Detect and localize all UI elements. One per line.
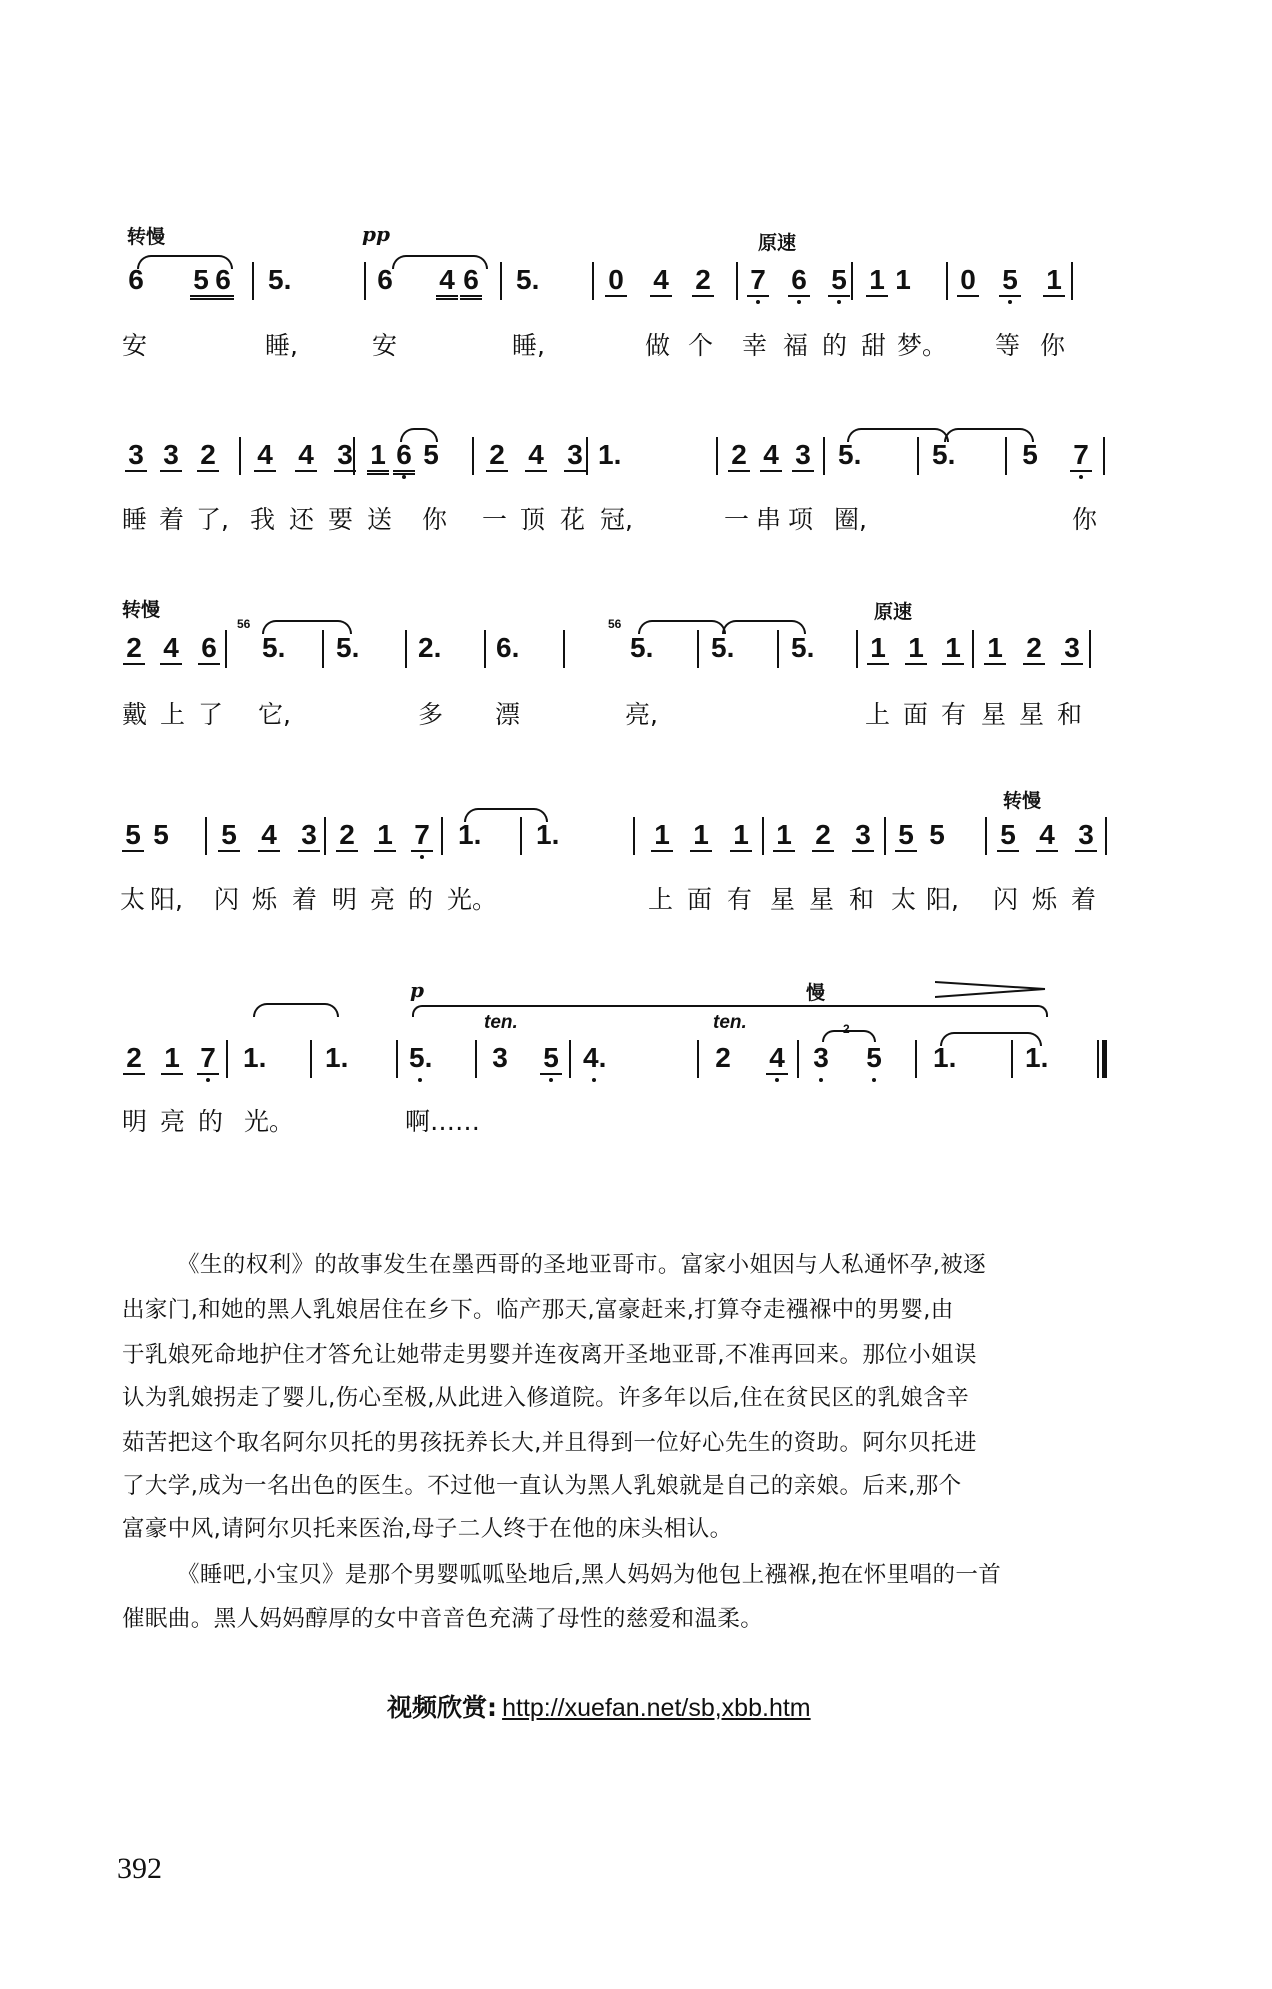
- note: 1: [367, 440, 389, 475]
- barline: [520, 817, 522, 855]
- lyric: 我: [250, 505, 276, 534]
- note: 6: [198, 633, 220, 665]
- note: 2: [728, 440, 750, 472]
- note: 1: [984, 633, 1006, 665]
- note: 6.: [496, 632, 520, 663]
- lyric: 它,: [258, 700, 291, 729]
- note: 4: [160, 633, 182, 665]
- note: 0: [605, 265, 627, 297]
- lyric: 的: [408, 885, 434, 914]
- grace-note: 56: [608, 617, 622, 631]
- note: 1: [866, 265, 888, 297]
- note: 6: [788, 265, 810, 297]
- lyric: 星: [981, 700, 1007, 729]
- lyric: 着: [1071, 885, 1097, 914]
- lyric: 多: [418, 700, 444, 729]
- note: 3: [160, 440, 182, 472]
- lyric: 光。: [447, 885, 498, 914]
- barline: [441, 817, 443, 855]
- lyric: 要: [328, 505, 354, 534]
- note: 5.: [268, 264, 292, 295]
- note: 7: [747, 265, 769, 297]
- paragraph-line: 催眠曲。黑人妈妈醇厚的女中音音色充满了母性的慈爱和温柔。: [122, 1606, 764, 1632]
- lyric: 戴: [122, 700, 148, 729]
- note: 1: [690, 820, 712, 852]
- barline: [851, 262, 853, 300]
- tempo-mark-original: 原速: [874, 601, 913, 623]
- lyric: 阳,: [150, 885, 183, 914]
- note: 1: [867, 633, 889, 665]
- lyric: 一: [482, 505, 508, 534]
- note: 6: [393, 440, 415, 475]
- note: 1.: [536, 819, 560, 850]
- lyric: 亮: [160, 1107, 186, 1136]
- note: 4: [760, 440, 782, 472]
- note: 5: [540, 1043, 562, 1075]
- paragraph-line: 富豪中风,请阿尔贝托来医治,母子二人终于在他的床头相认。: [122, 1516, 733, 1542]
- note: 3: [298, 820, 320, 852]
- lyric: 的: [198, 1107, 224, 1136]
- lyric: 幸: [742, 331, 768, 360]
- lyric: 圈,: [834, 505, 867, 534]
- lyric: 亮: [370, 885, 396, 914]
- note: 5: [929, 819, 945, 850]
- note: 4: [766, 1043, 788, 1075]
- note: 3: [564, 440, 586, 472]
- note: 5: [828, 265, 850, 297]
- barline: [777, 630, 779, 668]
- note: 5: [997, 820, 1019, 852]
- barline: [1071, 262, 1073, 300]
- decrescendo-icon: [935, 980, 1047, 1000]
- note: 1.: [458, 819, 482, 850]
- note: 0: [957, 265, 979, 297]
- tuplet-number: 2: [843, 1022, 850, 1036]
- note: 5: [122, 820, 144, 852]
- lyric: 项: [788, 505, 814, 534]
- note: 2.: [418, 632, 442, 663]
- lyric: 和: [849, 885, 875, 914]
- barline: [985, 817, 987, 855]
- tempo-mark-original: 原速: [758, 232, 797, 254]
- note: 1: [161, 1043, 183, 1075]
- lyric: 甜: [861, 331, 887, 360]
- barline: [484, 630, 486, 668]
- tenuto-mark: ten.: [713, 1012, 747, 1033]
- barline: [226, 1040, 228, 1078]
- lyric: 安: [122, 331, 148, 360]
- lyric: 光。: [244, 1107, 295, 1136]
- note: 6: [212, 265, 234, 300]
- barline: [915, 1040, 917, 1078]
- note: 3: [1061, 633, 1083, 665]
- note: 3: [810, 1043, 832, 1073]
- barline: [917, 437, 919, 475]
- barline: [797, 1040, 799, 1078]
- barline: [586, 437, 588, 475]
- lyric: 闪: [993, 885, 1019, 914]
- barline: [396, 1040, 398, 1078]
- paragraph-line: 《生的权利》的故事发生在墨西哥的圣地亚哥市。富家小姐因与人私通怀孕,被逐: [177, 1252, 987, 1278]
- note: 1.: [243, 1042, 267, 1073]
- barline: [569, 1040, 571, 1078]
- barline: [736, 262, 738, 300]
- final-barline-thin: [1097, 1040, 1099, 1078]
- note: 3: [852, 820, 874, 852]
- slur: [253, 1003, 339, 1017]
- barline: [823, 437, 825, 475]
- paragraph-line: 认为乳娘拐走了婴儿,伤心至极,从此进入修道院。许多年以后,住在贫民区的乳娘含辛: [122, 1385, 970, 1411]
- note: 2: [123, 1043, 145, 1075]
- note: 5.: [409, 1043, 439, 1073]
- note: 5.: [711, 632, 735, 663]
- barline: [633, 817, 635, 855]
- final-barline-thick: [1102, 1040, 1107, 1078]
- lyric: 睡: [122, 505, 148, 534]
- note: 5: [895, 820, 917, 852]
- lyric: 你: [1072, 505, 1098, 534]
- barline: [697, 630, 699, 668]
- note: 5.: [516, 264, 540, 295]
- note: 1.: [598, 439, 622, 470]
- barline: [364, 262, 366, 300]
- barline: [972, 630, 974, 668]
- note: 5: [999, 265, 1021, 297]
- lyric: 啊……: [405, 1107, 481, 1136]
- lyric: 明: [332, 885, 358, 914]
- note: 4: [254, 440, 276, 472]
- note: 5.: [838, 439, 862, 470]
- barline: [716, 437, 718, 475]
- barline: [697, 1040, 699, 1078]
- lyric: 漂: [495, 700, 521, 729]
- note: 3: [1075, 820, 1097, 852]
- note: 2: [336, 820, 358, 852]
- paragraph-line: 出家门,和她的黑人乳娘居住在乡下。临产那天,富豪赶来,打算夺走襁褓中的男婴,由: [122, 1297, 954, 1323]
- paragraph-line: 于乳娘死命地护住才答允让她带走男婴并连夜离开圣地亚哥,不准再回来。那位小姐误: [122, 1342, 977, 1368]
- barline: [1011, 1040, 1013, 1078]
- note: 7: [197, 1043, 219, 1075]
- video-link-row: [387, 1688, 811, 1724]
- dynamic-p: p: [410, 978, 424, 1002]
- note: 3: [125, 440, 147, 472]
- lyric: 做: [645, 331, 671, 360]
- lyric: 上: [160, 700, 186, 729]
- note: 2: [692, 265, 714, 297]
- barline: [472, 437, 474, 475]
- barline: [1005, 437, 1007, 475]
- barline: [946, 262, 948, 300]
- note: 4: [650, 265, 672, 297]
- note: 4.: [583, 1043, 613, 1073]
- lyric: 你: [422, 505, 448, 534]
- lyric: 个: [688, 331, 714, 360]
- note: 1: [374, 820, 396, 852]
- barline: [405, 630, 407, 668]
- lyric: 福: [783, 331, 809, 360]
- lyric: 烁: [252, 885, 278, 914]
- note: 2: [715, 1042, 731, 1073]
- note: 5.: [336, 632, 360, 663]
- barline: [310, 1040, 312, 1078]
- barline: [856, 630, 858, 668]
- note: 2: [123, 633, 145, 665]
- lyric: 等: [995, 331, 1021, 360]
- barline: [1105, 817, 1107, 855]
- lyric: 安: [372, 331, 398, 360]
- barline: [762, 817, 764, 855]
- lyric: 梦。: [897, 331, 948, 360]
- lyric: 明: [122, 1107, 148, 1136]
- lyric: 你: [1040, 331, 1066, 360]
- note: 2: [812, 820, 834, 852]
- note: 1.: [933, 1042, 957, 1073]
- video-link[interactable]: http://xuefan.net/sb,xbb.htm: [502, 1694, 811, 1722]
- barline: [353, 437, 355, 475]
- lyric: 星: [770, 885, 796, 914]
- note: 5: [218, 820, 240, 852]
- lyric: 太: [891, 885, 917, 914]
- dynamic-pp: pp: [362, 222, 390, 246]
- lyric: 和: [1057, 700, 1083, 729]
- barline: [225, 630, 227, 668]
- note: 1.: [1025, 1042, 1049, 1073]
- lyric: 有: [727, 885, 753, 914]
- note: 3: [792, 440, 814, 472]
- note: 5: [423, 439, 439, 470]
- note: 5.: [262, 632, 286, 663]
- lyric: 一: [724, 505, 750, 534]
- lyric: 睡,: [512, 331, 545, 360]
- barline: [322, 630, 324, 668]
- note: 6: [460, 265, 482, 300]
- lyric: 星: [1019, 700, 1045, 729]
- tempo-mark-slower: 转慢: [122, 599, 161, 621]
- note: 1: [895, 264, 911, 295]
- tempo-mark-slow: 慢: [806, 982, 826, 1004]
- note: 6: [128, 264, 144, 295]
- barline: [475, 1040, 477, 1078]
- lyric: 着: [159, 505, 185, 534]
- note: 3: [334, 440, 356, 472]
- note: 1: [942, 633, 964, 665]
- paragraph-line: 《睡吧,小宝贝》是那个男婴呱呱坠地后,黑人妈妈为他包上襁褓,抱在怀里唱的一首: [177, 1562, 1002, 1588]
- note: 2: [486, 440, 508, 472]
- lyric: 上: [648, 885, 674, 914]
- note: 1: [1043, 265, 1065, 297]
- lyric: 面: [903, 700, 929, 729]
- tempo-mark-slower: 转慢: [127, 226, 166, 248]
- note: 1: [651, 820, 673, 852]
- barline: [592, 262, 594, 300]
- lyric: 星: [809, 885, 835, 914]
- note: 1.: [325, 1042, 349, 1073]
- note: 7: [1070, 440, 1092, 472]
- lyric: 着: [292, 885, 318, 914]
- barline: [563, 630, 565, 668]
- lyric: 了,: [196, 505, 229, 534]
- lyric: 还: [289, 505, 315, 534]
- barline: [205, 817, 207, 855]
- note: 4: [436, 265, 458, 300]
- video-label: 视频欣赏:: [387, 1693, 497, 1722]
- lyric: 睡,: [265, 331, 298, 360]
- note: 5.: [932, 439, 956, 470]
- note: 7: [411, 820, 433, 852]
- lyric: 了: [198, 700, 224, 729]
- note: 1: [730, 820, 752, 852]
- note: 5: [1022, 439, 1038, 470]
- barline: [252, 262, 254, 300]
- note: 6: [377, 264, 393, 295]
- barline: [239, 437, 241, 475]
- lyric: 顶: [520, 505, 546, 534]
- lyric: 上: [865, 700, 891, 729]
- barline: [324, 817, 326, 855]
- grace-note: 56: [237, 617, 251, 631]
- barline: [500, 262, 502, 300]
- paragraph-line: 茹苦把这个取名阿尔贝托的男孩抚养长大,并且得到一位好心先生的资助。阿尔贝托进: [122, 1430, 977, 1456]
- lyric: 有: [941, 700, 967, 729]
- page-number: 392: [117, 1852, 162, 1885]
- barline: [1089, 630, 1091, 668]
- lyric: 亮,: [625, 700, 658, 729]
- lyric: 送: [367, 505, 393, 534]
- lyric: 烁: [1032, 885, 1058, 914]
- lyric: 花: [560, 505, 586, 534]
- note: 5: [190, 265, 212, 300]
- barline: [1103, 437, 1105, 475]
- paragraph-line: 了大学,成为一名出色的医生。不过他一直认为黑人乳娘就是自己的亲娘。后来,那个: [122, 1473, 962, 1499]
- note: 5.: [630, 632, 654, 663]
- note: 2: [197, 440, 219, 472]
- lyric: 阳,: [926, 885, 959, 914]
- note: 1: [773, 820, 795, 852]
- note: 5: [863, 1043, 885, 1073]
- note: 3: [492, 1042, 508, 1073]
- note: 4: [295, 440, 317, 472]
- lyric: 面: [687, 885, 713, 914]
- note: 4: [1036, 820, 1058, 852]
- note: 4: [258, 820, 280, 852]
- note: 5: [153, 819, 169, 850]
- tenuto-mark: ten.: [484, 1012, 518, 1033]
- note: 5.: [791, 632, 815, 663]
- lyric: 的: [822, 331, 848, 360]
- note: 2: [1023, 633, 1045, 665]
- note: 4: [525, 440, 547, 472]
- note: 1: [905, 633, 927, 665]
- lyric: 串: [756, 505, 782, 534]
- barline: [884, 817, 886, 855]
- lyric: 太: [120, 885, 146, 914]
- lyric: 闪: [214, 885, 240, 914]
- lyric: 冠,: [600, 505, 633, 534]
- tempo-mark-slower: 转慢: [1003, 790, 1042, 812]
